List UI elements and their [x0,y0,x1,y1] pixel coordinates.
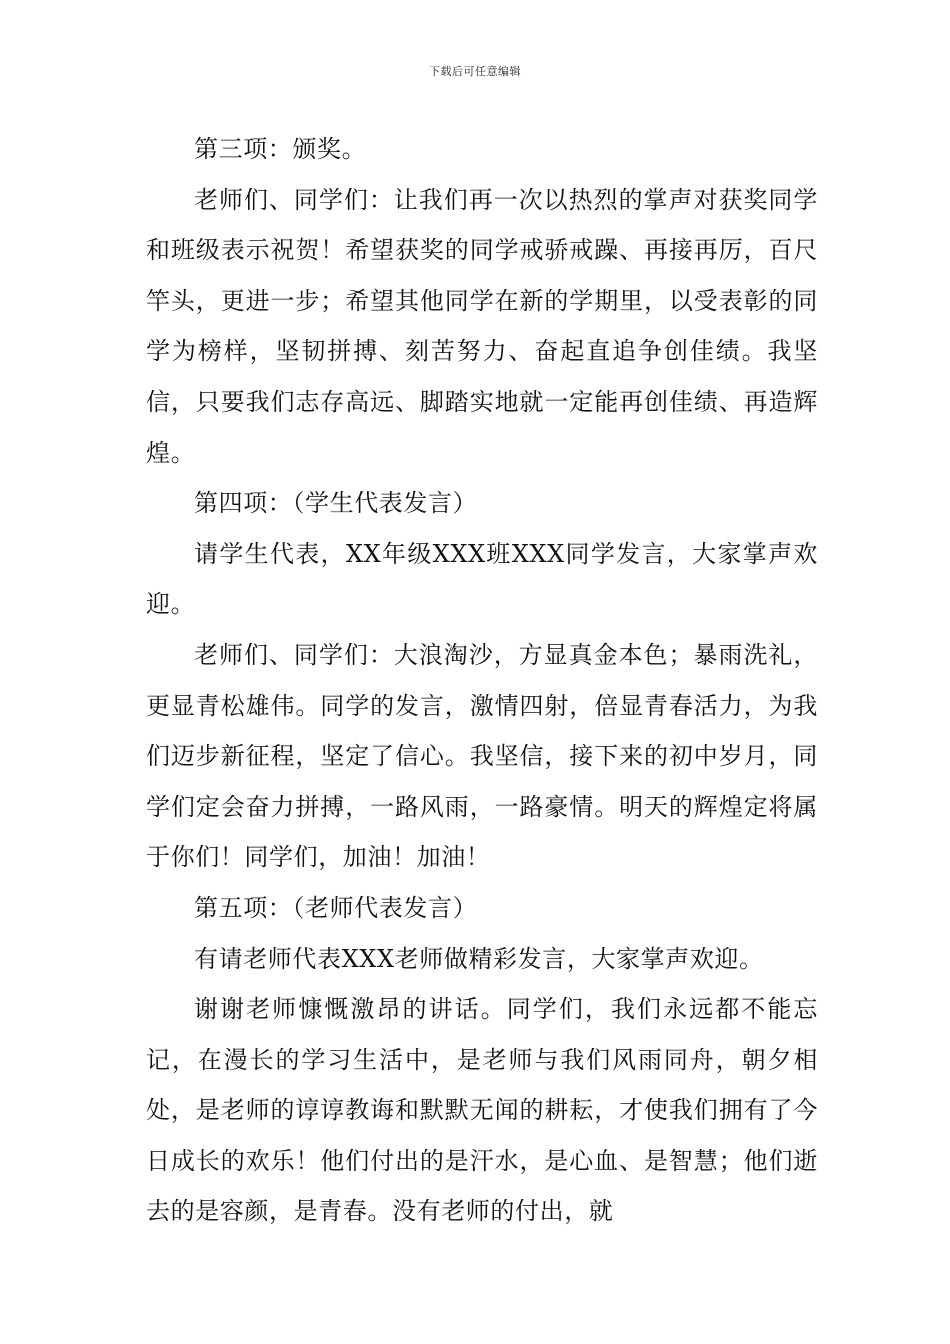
section-heading-4-student-speech: 第四项：（学生代表发言） [194,489,478,518]
paragraph-teacher-thanks: 谢谢老师慷慨激昂的讲话。同学们，我们永远都不能忘记，在漫长的学习生活中，是老师与我们风雨同舟，朝夕相处，是老师的谆谆教诲和默默无闻的耕耘，才使我们拥有了今日成长的欢乐！他们付出的是汗水，是心血、是智慧；他们逝去的是容颜，是青春。没有老师的付出，就 [146,995,818,1226]
section-heading-5-teacher-speech: 第五项：（老师代表发言） [194,893,478,922]
download-editable-note: 下载后可任意编辑 [429,65,521,78]
paragraph-congratulations: 老师们、同学们：让我们再一次以热烈的掌声对获奖同学和班级表示祝贺！希望获奖的同学戒骄戒躁、再接再厉，百尺竿头，更进一步；希望其他同学在新的学期里，以受表彰的同学为榜样，坚韧拼搏、刻苦努力、奋起直追争创佳绩。我坚信，只要我们志存高远、脚踏实地就一定能再创佳绩、再造辉煌。 [146,185,818,467]
paragraph-student-response: 老师们、同学们：大浪淘沙，方显真金本色；暴雨洗礼，更显青松雄伟。同学的发言，激情四射，倍显青春活力，为我们迈步新征程，坚定了信心。我坚信，接下来的初中岁月，同学们定会奋力拼搏，一路风雨，一路豪情。明天的辉煌定将属于你们！同学们，加油！加油！ [146,640,818,872]
document-body [146,124,818,1237]
paragraph-student-invite: 请学生代表，XX年级XXX班XXX同学发言，大家掌声欢迎。 [146,539,818,619]
paragraph-teacher-invite: 有请老师代表XXX老师做精彩发言，大家掌声欢迎。 [194,944,764,973]
section-heading-3-awards: 第三项：颁奖。 [194,135,367,163]
